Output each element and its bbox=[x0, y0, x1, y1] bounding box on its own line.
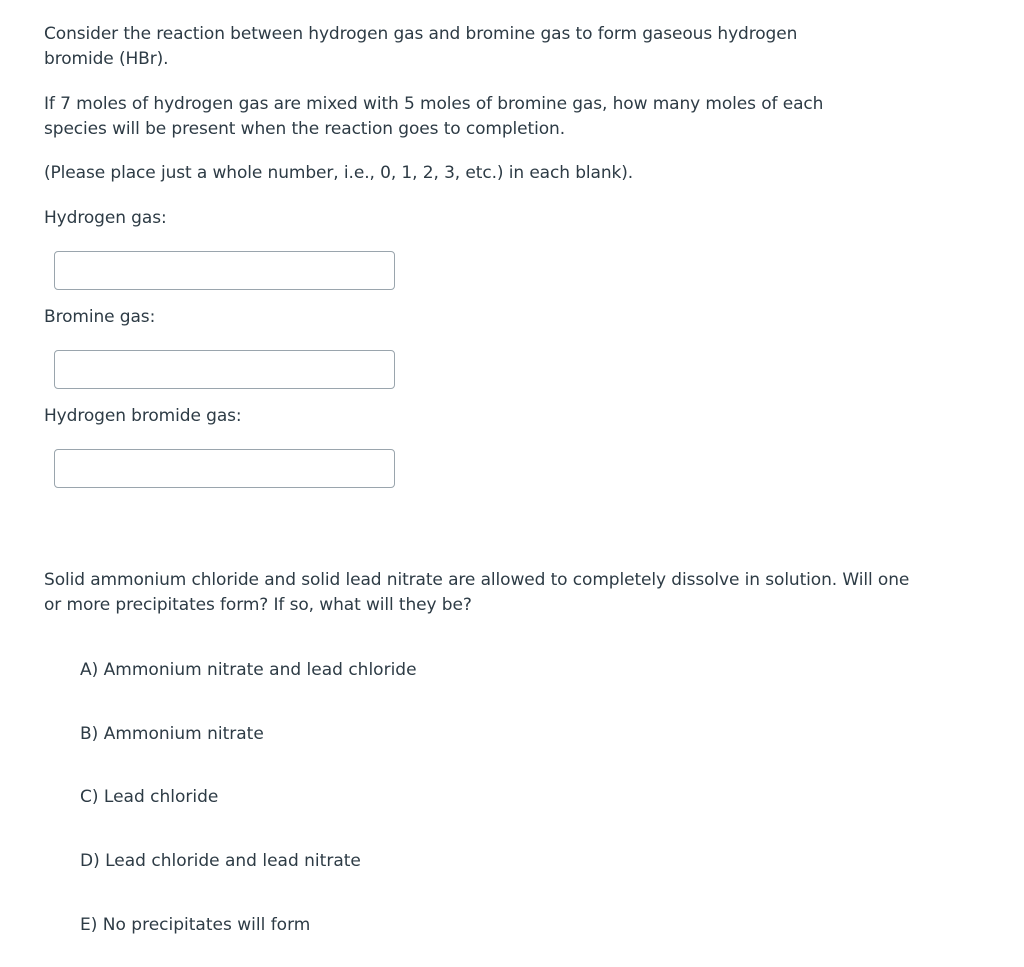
bromine-gas-input[interactable] bbox=[54, 350, 395, 389]
choice-a[interactable]: A) Ammonium nitrate and lead chloride bbox=[80, 660, 417, 680]
question2-prompt: Solid ammonium chloride and solid lead nitrate are allowed to completely dissolve in solution. Will one or more precipitates form? If so, what will they be? bbox=[44, 570, 910, 615]
choice-b[interactable]: B) Ammonium nitrate bbox=[80, 724, 264, 744]
hydrogen-gas-input[interactable] bbox=[54, 251, 395, 290]
question1-intro: Consider the reaction between hydrogen gas and bromine gas to form gaseous hydrogen bromide (HBr). bbox=[44, 24, 798, 69]
choice-e[interactable]: E) No precipitates will form bbox=[80, 915, 311, 935]
question1-instructions: (Please place just a whole number, i.e., 0, 1, 2, 3, etc.) in each blank). bbox=[44, 163, 634, 183]
hydrogen-gas-label: Hydrogen gas: bbox=[44, 208, 167, 228]
hydrogen-bromide-gas-label: Hydrogen bromide gas: bbox=[44, 406, 242, 426]
choice-c[interactable]: C) Lead chloride bbox=[80, 787, 219, 807]
question1-prompt: If 7 moles of hydrogen gas are mixed with 5 moles of bromine gas, how many moles of each species will be present when the reaction goes to completion. bbox=[44, 94, 824, 139]
hydrogen-bromide-gas-input[interactable] bbox=[54, 449, 395, 488]
bromine-gas-label: Bromine gas: bbox=[44, 307, 156, 327]
choice-d[interactable]: D) Lead chloride and lead nitrate bbox=[80, 851, 361, 871]
